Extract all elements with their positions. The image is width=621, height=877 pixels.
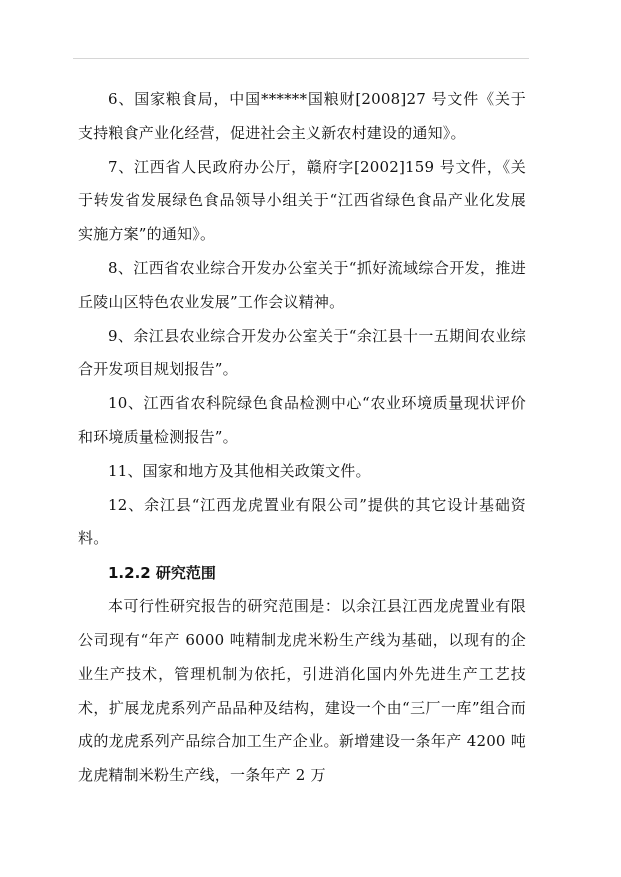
section-heading-research-scope: 1.2.2 研究范围	[108, 564, 216, 583]
reference-item-6: 6、国家粮食局，中国******国粮财[2008]27 号文件《关于支持粮食产业化经营，促进社会主义新农村建设的通知》。	[78, 90, 526, 142]
reference-item-11: 11、国家和地方及其他相关政策文件。	[108, 461, 371, 480]
document-body	[78, 83, 526, 793]
scope-paragraph: 本可行性研究报告的研究范围是：以余江县江西龙虎置业有限公司现有“年产 6000 吨精制龙虎米粉生产线为基础，以现有的企业生产技术，管理机制为依托，引进消化国内外先进生产工艺技术，扩展龙虎系列产品品种及结构，建设一个由“三厂一库”组合而成的龙虎系列产品综合加工生产企业。新增建设一条年产 4200 吨龙虎精制米粉生产线，一条年产 2 万	[78, 597, 526, 785]
reference-item-10: 10、江西省农科院绿色食品检测中心“农业环境质量现状评价和环境质量检测报告”。	[78, 394, 526, 446]
reference-item-7: 7、江西省人民政府办公厅，赣府字[2002]159 号文件，《关于转发省发展绿色食品领导小组关于“江西省绿色食品产业化发展实施方案”的通知》。	[78, 157, 526, 244]
reference-item-8: 8、江西省农业综合开发办公室关于“抓好流域综合开发，推进丘陵山区特色农业发展”工作会议精神。	[78, 258, 526, 311]
reference-item-12: 12、余江县“江西龙虎置业有限公司”提供的其它设计基础资料。	[78, 495, 526, 548]
reference-item-9: 9、余江县农业综合开发办公室关于“余江县十一五期间农业综合开发项目规划报告”。	[78, 326, 526, 379]
header-divider	[73, 58, 529, 59]
